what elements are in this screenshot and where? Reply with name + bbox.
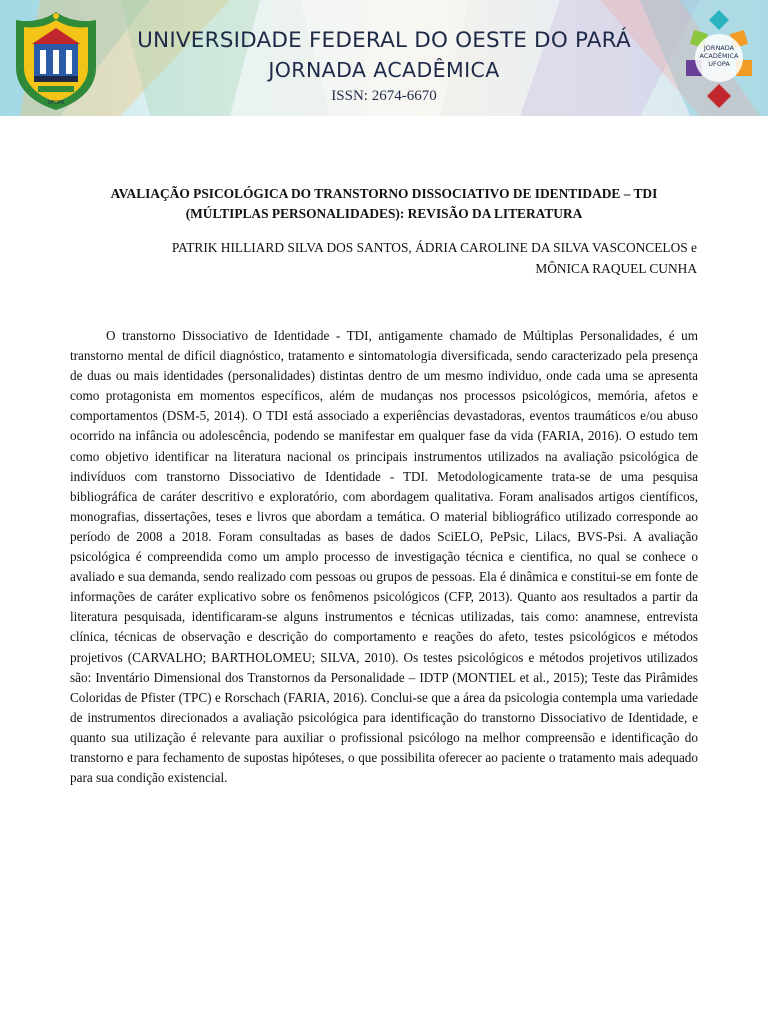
authors-line-2: MÔNICA RAQUEL CUNHA [535, 261, 697, 276]
badge-line-1: JORNADA [703, 44, 735, 52]
badge-line-2: ACADÊMICA [699, 52, 739, 60]
article-authors [70, 237, 697, 279]
article-title-line-2: (MÚLTIPLAS PERSONALIDADES): REVISÃO DA LITERATURA [185, 206, 583, 221]
badge-text [676, 44, 762, 68]
header-banner [0, 0, 768, 116]
article-title-line-1: AVALIAÇÃO PSICOLÓGICA DO TRANSTORNO DISSOCIATIVO DE IDENTIDADE – TDI [110, 186, 658, 201]
event-name: JORNADA ACADÊMICA [268, 58, 500, 82]
abstract-paragraph: O transtorno Dissociativo de Identidade - TDI, antigamente chamado de Múltiplas Personalidades, é um transtorno mental de difícil diagnóstico, tratamento e sintomatologia diversificada, sendo caracterizado pela presença de duas ou mais identidades (personalidades) distintas dentro de um mesmo individuo, onde cada uma se apresenta como protagonista em momentos específicos, além de mudanças nos processos psicológicos, memória, afetos e comportamentos (DSM-5, 2014). O TDI está associado a experiências devastadoras, eventos traumáticos e/ou abuso ocorrido na infância ou adolescência, podendo se manifestar em qualquer fase da vida (FARIA, 2016). O estudo tem como objetivo identificar na literatura nacional os principais instrumentos utilizados na avaliação psicológica de indivíduos com transtorno Dissociativo de Identidade - TDI. Metodologicamente trata-se de uma pesquisa bibliográfica de caráter descritivo e exploratório, com abordagem qualitativa. Foram analisados artigos científicos, monografias, dissertações, teses e livros que abordam a temática. O material bibliográfico utilizado corresponde ao período de 2008 a 2018. Foram consultadas as bases de dados SciELO, PePsic, Lilacs, BVS-Psi. A avaliação psicológica é compreendida como um amplo processo de investigação técnica e cientifica, no qual se conhece o avaliado e sua demanda, sendo realizado com pessoas ou grupos de pessoas. Ela é dinâmica e constitui-se em fonte de informações de caráter explicativo sobre os fenômenos psicológicos (CFP, 2013). Quanto aos resultados a partir da literatura pesquisada, identificaram-se alguns instrumentos e técnicas utilizadas, tais como: anamnese, entrevista clínica, técnicas de observação e descrição do comportamento e reações do afeto, testes psicológicos e métodos projetivos (CARVALHO; BARTHOLOMEU; SILVA, 2010). Os testes psicológicos e métodos projetivos utilizados são: Inventário Dimensional dos Transtornos da Personalidade – IDTP (MONTIEL et al., 2015); Teste das Pirâmides Coloridas de Pfister (TPC) e Rorschach (FARIA, 2016). Conclui-se que a área da psicologia contempla uma variedade de instrumentos direcionados a avaliação psicológica para identificação do transtorno Dissociativo de Identidade, e quanto sua utilização é relevante para auxiliar o profissional psicólogo na melhor compreensão e identificação do transtorno e para fechamento de supostas hipóteses, o que possibilita oferecer ao paciente o tratamento mais adequado para sua condição existencial. [70, 328, 698, 786]
article-title [70, 184, 698, 224]
authors-line-1: PATRIK HILLIARD SILVA DOS SANTOS, ÁDRIA CAROLINE DA SILVA VASCONCELOS e [171, 240, 697, 255]
crest-caption: UFOPA [47, 100, 65, 106]
issn: ISSN: 2674-6670 [331, 88, 437, 104]
university-name: UNIVERSIDADE FEDERAL DO OESTE DO PARÁ [137, 28, 631, 53]
badge-line-3: UFOPA [708, 60, 730, 68]
